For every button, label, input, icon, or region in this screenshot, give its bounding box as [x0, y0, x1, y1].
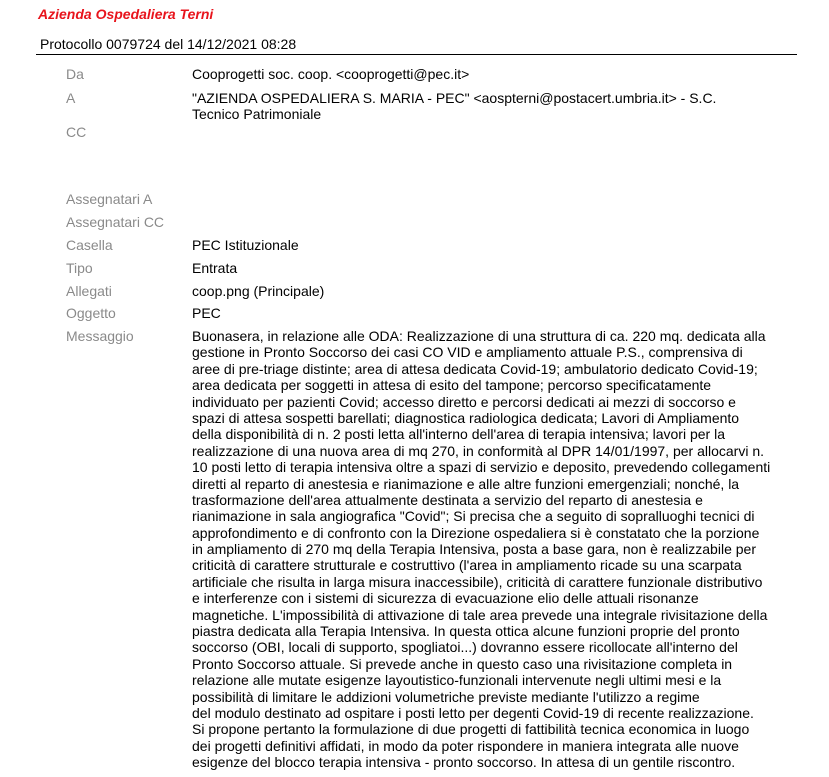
- message-line: area dedicata per soggetti in attesa di esito del tampone; percorso specificatamente: [192, 377, 712, 394]
- protocol-line: Protocollo 0079724 del 14/12/2021 08:28: [40, 36, 297, 52]
- message-line: Pronto Soccorso attuale. Si prevede anche in questo caso una rivisitazione completa in: [192, 655, 733, 672]
- message-line: dei progetti definitivi affidati, in modo da poter rispondere in maniera integrata alle nuove: [192, 737, 739, 754]
- message-line: possibilità di limitare le addizioni volumetriche previste mediante l'utilizzo a regime: [192, 688, 700, 705]
- field-label-tipo: Tipo: [66, 260, 93, 276]
- message-line: relazione alle mutate esigenze layoutistico-funzionali intervenute negli ultimi mesi e la: [192, 672, 722, 689]
- field-value-casella: PEC Istituzionale: [192, 237, 299, 253]
- message-line: della disponibilità di n. 2 posti letta all'interno dell'area di terapia intensiva; lavori per la: [192, 426, 725, 443]
- field-value-allegati[interactable]: coop.png (Principale): [192, 283, 325, 299]
- message-line: diretti al reparto di anestesia e rianimazione e alle altre funzioni emergenziali; nonché, la: [192, 475, 740, 492]
- message-line: trasformazione dell'area attualmente destinata a servizio del reparto di anestesia e: [192, 491, 703, 508]
- organization-title: Azienda Ospedaliera Terni: [38, 6, 214, 22]
- message-line: gestione in Pronto Soccorso dei casi CO VID e ampliamento attuale P.S., comprensiva di: [192, 344, 743, 361]
- message-body: [192, 328, 792, 771]
- field-label-oggetto: Oggetto: [66, 305, 116, 321]
- field-label-cc: CC: [66, 124, 87, 140]
- message-line: del modulo destinato ad ospitare i posti letto per degenti Covid-19 di recente realizzazione.: [192, 704, 754, 721]
- header-divider: [36, 54, 797, 55]
- field-value-oggetto: PEC: [192, 305, 221, 321]
- message-line: in ampliamento di 270 mq della Terapia Intensiva, posta a base gara, non è realizzabile per: [192, 541, 756, 558]
- message-line: aree di pre-triage distinte; area di attesa dedicata Covid-19; ambulatorio dedicato Covid-19;: [192, 360, 758, 377]
- field-label-messaggio: Messaggio: [66, 328, 134, 344]
- field-label-a: A: [66, 90, 76, 106]
- field-value-a: [192, 90, 792, 122]
- message-line: Buonasera, in relazione alle ODA: Realizzazione di una struttura di ca. 220 mq. dedicata alla: [192, 328, 766, 344]
- field-label-assegnatari-cc: Assegnatari CC: [66, 214, 165, 230]
- message-line: 10 posti letto di terapia intensiva oltre a spazi di servizio e deposito, prevedendo collegamenti: [192, 459, 771, 476]
- message-line: magnetiche. L'impossibilità di attivazione di tale area prevede una integrale rivisitazione della: [192, 606, 768, 623]
- field-label-da: Da: [66, 66, 84, 82]
- message-line: piastra dedicata alla Terapia Intensiva. In questa ottica alcune funzioni proprie del pronto: [192, 623, 740, 640]
- message-line: esigenze del blocco terapia intensiva - pronto soccorso. In attesa di un gentile riscontro.: [192, 754, 736, 771]
- field-value-a-line: Tecnico Patrimoniale: [192, 106, 322, 122]
- field-value-a-line: "AZIENDA OSPEDALIERA S. MARIA - PEC" <aospterni@postacert.umbria.it> - S.C.: [192, 90, 717, 106]
- message-line: artificiale che risulta in larga misura inaccessibile), criticità di carattere funzionale distributivo: [192, 573, 763, 590]
- field-value-tipo: Entrata: [192, 260, 238, 276]
- message-line: realizzazione di una nuova area di mq 270, in conformità al DPR 14/01/1997, per allocarvi n.: [192, 442, 764, 459]
- message-line: Si propone pertanto la formulazione di due progetti di fattibilità tecnica economica in luogo: [192, 721, 750, 738]
- field-label-assegnatari-a: Assegnatari A: [66, 191, 153, 207]
- message-line: spazi di attesa sospetti barellati; diagnostica radiologica dedicata; Lavori di Ampliamento: [192, 409, 740, 426]
- field-value-da: Cooprogetti soc. coop. <cooprogetti@pec.it>: [192, 66, 470, 82]
- field-label-casella: Casella: [66, 237, 113, 253]
- message-line: e interferenze con i sistemi di sicurezza di evacuazione elio delle attuali risonanze: [192, 590, 699, 607]
- message-line: soccorso (OBI, locali di supporto, spogliatoi...) dovranno essere ricollocate all'interno del: [192, 639, 738, 656]
- message-line: criticità di carattere strutturale e costruttivo (l'area in ampliamento ricade su una scarpata: [192, 557, 742, 574]
- message-line: rianimazione in sala angiografica "Covid"; Si precisa che a seguito di sopralluoghi tecnici di: [192, 508, 755, 525]
- field-label-allegati: Allegati: [66, 283, 112, 299]
- message-line: individuato per pazienti Covid; accesso diretto e percorsi dedicati ai mezzi di soccorso e: [192, 393, 736, 410]
- message-line: approfondimento e di confronto con la Direzione ospedaliera si è constatato che la porzione: [192, 524, 760, 541]
